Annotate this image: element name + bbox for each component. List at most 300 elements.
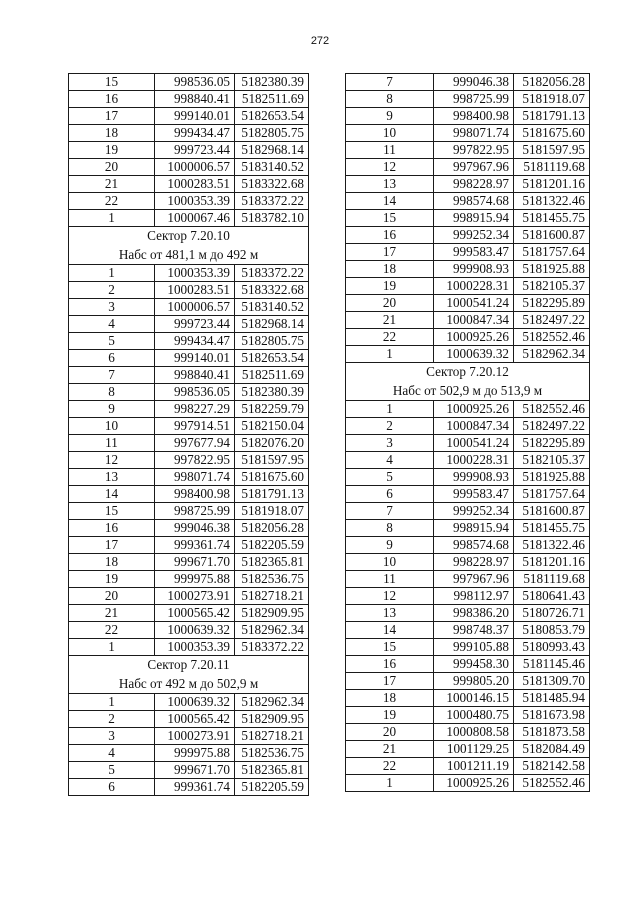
coordinate-x: 999361.74 [155,779,235,796]
table-row [346,588,590,605]
point-number: 10 [346,125,434,142]
table-row [69,486,309,503]
point-number: 2 [69,711,155,728]
table-row [346,108,590,125]
coordinate-y: 5182909.95 [235,605,309,622]
coordinate-x: 998228.97 [434,176,514,193]
table-row [346,159,590,176]
table-row [69,435,309,452]
coordinate-y: 5182552.46 [514,329,590,346]
coordinate-y: 5183322.68 [235,282,309,299]
coordinate-y: 5181322.46 [514,537,590,554]
table-row [69,418,309,435]
page-number: 272 [310,35,330,47]
sector-title-text: Сектор 7.20.10 [69,227,309,246]
point-number: 8 [69,384,155,401]
point-number: 17 [69,537,155,554]
coordinate-y: 5182150.04 [235,418,309,435]
coordinate-x: 999671.70 [155,762,235,779]
coordinate-y: 5182536.75 [235,745,309,762]
coordinate-y: 5182653.54 [235,350,309,367]
coordinate-y: 5181675.60 [514,125,590,142]
table-row [69,694,309,711]
coordinate-x: 1000541.24 [434,435,514,452]
coordinate-x: 1000847.34 [434,312,514,329]
coordinate-y: 5182653.54 [235,108,309,125]
coordinate-y: 5181597.95 [514,142,590,159]
point-number: 5 [69,762,155,779]
point-number: 10 [346,554,434,571]
coordinate-y: 5181322.46 [514,193,590,210]
coordinate-x: 997822.95 [155,452,235,469]
table-row [346,193,590,210]
coordinate-x: 999583.47 [434,244,514,261]
table-row [69,588,309,605]
coordinate-x: 998400.98 [155,486,235,503]
point-number: 21 [346,312,434,329]
table-row [346,639,590,656]
table-row [346,775,590,792]
point-number: 18 [346,690,434,707]
coordinate-x: 1000639.32 [434,346,514,363]
coordinate-y: 5182365.81 [235,762,309,779]
point-number: 15 [69,503,155,520]
table-row [69,282,309,299]
coordinate-x: 998227.29 [155,401,235,418]
coordinate-y: 5181201.16 [514,176,590,193]
table-row [346,452,590,469]
coordinate-y: 5182718.21 [235,728,309,745]
sector-range [346,382,590,401]
point-number: 18 [346,261,434,278]
table-row [346,707,590,724]
coordinate-y: 5182968.14 [235,316,309,333]
coordinate-y: 5181791.13 [235,486,309,503]
point-number: 12 [346,159,434,176]
coordinate-x: 1000146.15 [434,690,514,707]
coordinate-y: 5181925.88 [514,261,590,278]
coordinate-y: 5183140.52 [235,159,309,176]
table-row [346,758,590,775]
coordinate-y: 5182205.59 [235,779,309,796]
table-row [346,486,590,503]
coordinate-x: 1000228.31 [434,452,514,469]
table-row [69,571,309,588]
table-row [69,193,309,210]
coordinate-x: 999975.88 [155,745,235,762]
point-number: 21 [346,741,434,758]
coordinate-x: 1000925.26 [434,401,514,418]
coordinate-x: 998400.98 [434,108,514,125]
coordinate-x: 1000639.32 [155,694,235,711]
coordinate-y: 5181791.13 [514,108,590,125]
coordinate-y: 5182805.75 [235,125,309,142]
coordinates-table-right [345,73,590,792]
point-number: 13 [346,605,434,622]
point-number: 16 [346,656,434,673]
point-number: 8 [346,91,434,108]
point-number: 18 [69,554,155,571]
point-number: 11 [346,142,434,159]
table-row [69,745,309,762]
coordinate-x: 999252.34 [434,503,514,520]
point-number: 16 [69,520,155,537]
sector-range [69,246,309,265]
point-number: 11 [69,435,155,452]
table-row [346,690,590,707]
point-number: 5 [69,333,155,350]
coordinate-y: 5182968.14 [235,142,309,159]
table-row [346,91,590,108]
point-number: 9 [69,401,155,418]
coordinate-x: 998386.20 [434,605,514,622]
coordinate-x: 999361.74 [155,537,235,554]
point-number: 5 [346,469,434,486]
point-number: 8 [346,520,434,537]
coordinate-y: 5182497.22 [514,312,590,329]
table-row [69,711,309,728]
table-row [346,176,590,193]
point-number: 2 [346,418,434,435]
coordinate-x: 1001211.19 [434,758,514,775]
coordinate-y: 5181918.07 [514,91,590,108]
sector-title [69,656,309,675]
coordinate-y: 5181119.68 [514,571,590,588]
table-row [69,159,309,176]
point-number: 3 [69,728,155,745]
table-row [69,639,309,656]
coordinate-x: 999046.38 [155,520,235,537]
coordinate-x: 1000639.32 [155,622,235,639]
coordinate-x: 998112.97 [434,588,514,605]
point-number: 19 [69,571,155,588]
table-row [346,673,590,690]
table-row [69,265,309,282]
coordinate-y: 5181455.75 [514,520,590,537]
table-row [346,346,590,363]
sector-range-text: Набс от 481,1 м до 492 м [69,246,309,265]
coordinate-x: 999046.38 [434,74,514,91]
table-row [69,176,309,193]
coordinate-y: 5183372.22 [235,265,309,282]
coordinate-y: 5181597.95 [235,452,309,469]
coordinate-y: 5181918.07 [235,503,309,520]
sector-range-text: Набс от 492 м до 502,9 м [69,675,309,694]
coordinate-y: 5183782.10 [235,210,309,227]
coordinate-y: 5182056.28 [235,520,309,537]
coordinate-x: 999723.44 [155,316,235,333]
coordinate-y: 5183372.22 [235,193,309,210]
table-row [346,435,590,452]
coordinate-x: 1000541.24 [434,295,514,312]
table-row [346,469,590,486]
coordinate-y: 5182056.28 [514,74,590,91]
point-number: 1 [69,265,155,282]
point-number: 3 [69,299,155,316]
coordinate-x: 999723.44 [155,142,235,159]
sector-title [346,363,590,382]
point-number: 22 [346,329,434,346]
point-number: 17 [346,673,434,690]
point-number: 20 [346,724,434,741]
point-number: 19 [346,707,434,724]
coordinate-y: 5180641.43 [514,588,590,605]
table-row [346,278,590,295]
coordinate-x: 998748.37 [434,622,514,639]
coordinate-x: 999252.34 [434,227,514,244]
coordinate-x: 1000925.26 [434,775,514,792]
coordinate-x: 999908.93 [434,261,514,278]
table-row [346,503,590,520]
coordinate-x: 1000353.39 [155,639,235,656]
point-number: 22 [69,193,155,210]
table-row [346,605,590,622]
table-row [69,333,309,350]
coordinate-x: 999975.88 [155,571,235,588]
coordinate-y: 5181873.58 [514,724,590,741]
coordinate-x: 999105.88 [434,639,514,656]
coordinate-y: 5181757.64 [514,486,590,503]
point-number: 21 [69,605,155,622]
point-number: 3 [346,435,434,452]
point-number: 12 [346,588,434,605]
coordinate-x: 1001129.25 [434,741,514,758]
point-number: 9 [346,537,434,554]
coordinate-y: 5182552.46 [514,401,590,418]
table-row [346,571,590,588]
coordinate-x: 1000480.75 [434,707,514,724]
coordinate-y: 5181455.75 [514,210,590,227]
table-row [346,329,590,346]
table-row [346,520,590,537]
coordinate-y: 5182909.95 [235,711,309,728]
point-number: 2 [69,282,155,299]
coordinate-x: 1000353.39 [155,193,235,210]
table-row [69,520,309,537]
point-number: 17 [69,108,155,125]
table-row [346,741,590,758]
table-row [346,724,590,741]
coordinate-y: 5182295.89 [514,295,590,312]
point-number: 7 [346,503,434,520]
coordinate-x: 998574.68 [434,537,514,554]
point-number: 22 [69,622,155,639]
coordinate-x: 999140.01 [155,108,235,125]
table-row [346,418,590,435]
table-row [69,728,309,745]
coordinate-y: 5182105.37 [514,278,590,295]
coordinate-x: 1000565.42 [155,711,235,728]
point-number: 14 [69,486,155,503]
coordinate-x: 999908.93 [434,469,514,486]
table-row [346,312,590,329]
table-row [346,125,590,142]
coordinate-y: 5182076.20 [235,435,309,452]
coordinate-y: 5181925.88 [514,469,590,486]
table-row [69,210,309,227]
table-row [69,316,309,333]
table-row [69,350,309,367]
table-row [346,244,590,261]
table-row [69,74,309,91]
table-row [69,108,309,125]
table-row [346,656,590,673]
coordinate-y: 5182142.58 [514,758,590,775]
table-row [346,554,590,571]
point-number: 11 [346,571,434,588]
point-number: 19 [346,278,434,295]
coordinate-x: 1000283.51 [155,282,235,299]
point-number: 7 [69,367,155,384]
coordinate-x: 998536.05 [155,384,235,401]
point-number: 16 [346,227,434,244]
point-number: 15 [346,639,434,656]
table-row [69,503,309,520]
coordinate-x: 1000283.51 [155,176,235,193]
table-row [69,537,309,554]
table-row [346,74,590,91]
point-number: 20 [346,295,434,312]
coordinate-y: 5180993.43 [514,639,590,656]
coordinate-x: 1000273.91 [155,588,235,605]
point-number: 1 [69,694,155,711]
coordinate-x: 1000006.57 [155,159,235,176]
point-number: 1 [346,775,434,792]
table-row [346,142,590,159]
coordinate-x: 1000273.91 [155,728,235,745]
table-row [346,295,590,312]
point-number: 20 [69,588,155,605]
coordinate-x: 998915.94 [434,520,514,537]
point-number: 15 [69,74,155,91]
coordinate-y: 5180853.79 [514,622,590,639]
coordinate-x: 999583.47 [434,486,514,503]
coordinate-y: 5181600.87 [514,227,590,244]
coordinate-y: 5182205.59 [235,537,309,554]
coordinate-x: 998228.97 [434,554,514,571]
point-number: 4 [69,745,155,762]
coordinate-y: 5182365.81 [235,554,309,571]
coordinate-y: 5183140.52 [235,299,309,316]
table-row [69,622,309,639]
coordinate-y: 5182511.69 [235,91,309,108]
table-row [69,452,309,469]
coordinate-y: 5181675.60 [235,469,309,486]
coordinate-y: 5182511.69 [235,367,309,384]
point-number: 9 [346,108,434,125]
table-row [69,125,309,142]
table-row [69,762,309,779]
table-row [69,142,309,159]
point-number: 13 [346,176,434,193]
coordinate-x: 999140.01 [155,350,235,367]
coordinate-x: 998071.74 [434,125,514,142]
coordinate-x: 999434.47 [155,333,235,350]
coordinate-x: 998071.74 [155,469,235,486]
coordinate-x: 997967.96 [434,571,514,588]
point-number: 12 [69,452,155,469]
point-number: 17 [346,244,434,261]
point-number: 10 [69,418,155,435]
coordinate-y: 5182259.79 [235,401,309,418]
coordinate-x: 1000847.34 [434,418,514,435]
point-number: 21 [69,176,155,193]
point-number: 6 [69,779,155,796]
coordinate-y: 5182497.22 [514,418,590,435]
coordinate-x: 998725.99 [155,503,235,520]
point-number: 18 [69,125,155,142]
coordinate-y: 5181600.87 [514,503,590,520]
coordinate-x: 1000006.57 [155,299,235,316]
sector-title-text: Сектор 7.20.11 [69,656,309,675]
sector-title-text: Сектор 7.20.12 [346,363,590,382]
point-number: 14 [346,193,434,210]
table-row [346,210,590,227]
coordinates-table-left [68,73,309,796]
table-row [69,554,309,571]
table-row [346,261,590,278]
table-row [346,537,590,554]
coordinate-y: 5181145.46 [514,656,590,673]
coordinate-y: 5182962.34 [235,694,309,711]
table-row [69,384,309,401]
table-row [346,401,590,418]
coordinate-y: 5183322.68 [235,176,309,193]
coordinate-y: 5180726.71 [514,605,590,622]
coordinate-y: 5181309.70 [514,673,590,690]
point-number: 1 [69,210,155,227]
coordinate-x: 998840.41 [155,367,235,384]
coordinate-y: 5182962.34 [514,346,590,363]
coordinate-x: 1000228.31 [434,278,514,295]
coordinate-x: 998840.41 [155,91,235,108]
point-number: 19 [69,142,155,159]
table-row [346,227,590,244]
point-number: 6 [346,486,434,503]
point-number: 1 [346,401,434,418]
coordinate-y: 5182718.21 [235,588,309,605]
coordinate-y: 5181673.98 [514,707,590,724]
coordinate-y: 5181485.94 [514,690,590,707]
coordinate-x: 999671.70 [155,554,235,571]
coordinate-x: 997914.51 [155,418,235,435]
coordinate-x: 997822.95 [434,142,514,159]
coordinate-x: 1000808.58 [434,724,514,741]
coordinate-y: 5182962.34 [235,622,309,639]
point-number: 16 [69,91,155,108]
coordinate-x: 997967.96 [434,159,514,176]
coordinate-y: 5182536.75 [235,571,309,588]
point-number: 15 [346,210,434,227]
table-row [69,299,309,316]
point-number: 14 [346,622,434,639]
point-number: 13 [69,469,155,486]
point-number: 6 [69,350,155,367]
sector-title [69,227,309,246]
table-row [346,622,590,639]
coordinate-y: 5182380.39 [235,384,309,401]
coordinate-x: 1000353.39 [155,265,235,282]
coordinate-x: 998915.94 [434,210,514,227]
coordinate-y: 5182295.89 [514,435,590,452]
coordinate-x: 999434.47 [155,125,235,142]
point-number: 1 [346,346,434,363]
coordinate-x: 1000067.46 [155,210,235,227]
sector-range-text: Набс от 502,9 м до 513,9 м [346,382,590,401]
table-row [69,469,309,486]
table-row [69,605,309,622]
table-row [69,779,309,796]
